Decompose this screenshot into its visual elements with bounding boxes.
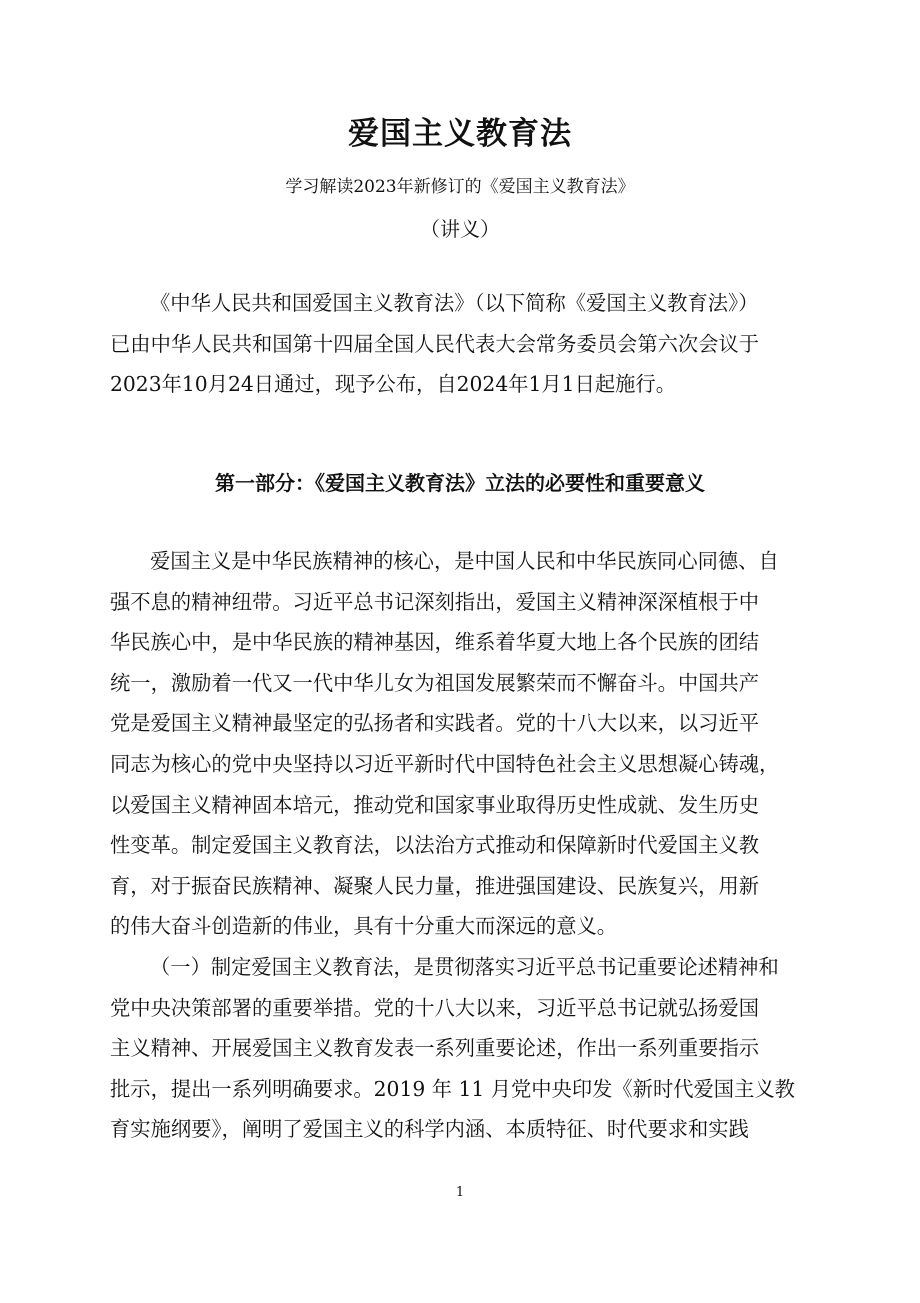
intro-line: 已由中华人民共和国第十四届全国人民代表大会常务委员会第六次会议于 <box>110 331 760 356</box>
body-line: 的伟大奋斗创造新的伟业，具有十分重大而深远的意义。 <box>110 914 618 939</box>
body-line: 爱国主义是中华民族精神的核心，是中国人民和中华民族同心同德、自 <box>150 549 779 573</box>
body-line: 以爱国主义精神固本培元，推动党和国家事业取得历史性成就、发生历史 <box>110 792 760 817</box>
body-line: 党是爱国主义精神最坚定的弘扬者和实践者。党的十八大以来，以习近平 <box>110 711 760 736</box>
document-title: 爱国主义教育法 <box>348 116 572 152</box>
document-note: （讲义） <box>420 217 500 241</box>
body-line: 性变革。制定爱国主义教育法，以法治方式推动和保障新时代爱国主义教 <box>110 833 760 858</box>
body-line: （一）制定爱国主义教育法，是贯彻落实习近平总书记重要论述精神和 <box>150 954 779 979</box>
body-text <box>110 541 811 1150</box>
body-line: 育，对于振奋民族精神、凝聚人民力量，推进强国建设、民族复兴，用新 <box>110 873 760 898</box>
section-heading: 第一部分：《爱国主义教育法》立法的必要性和重要意义 <box>215 471 705 495</box>
body-line: 育实施纲要》，阐明了爱国主义的科学内涵、本质特征、时代要求和实践 <box>110 1117 749 1142</box>
page-number: 1 <box>455 1185 465 1200</box>
body-line: 党中央决策部署的重要举措。党的十八大以来，习近平总书记就弘扬爱国 <box>110 995 760 1020</box>
body-line: 同志为核心的党中央坚持以习近平新时代中国特色社会主义思想凝心铸魂， <box>110 751 780 776</box>
body-line: 统一，激励着一代又一代中华儿女为祖国发展繁荣而不懈奋斗。中国共产 <box>110 670 760 695</box>
intro-line: 2023年10月24日通过，现予公布，自2024年1月1日起施行。 <box>110 372 676 397</box>
body-line: 强不息的精神纽带。习近平总书记深刻指出，爱国主义精神深深植根于中 <box>110 589 760 614</box>
intro-line: 《中华人民共和国爱国主义教育法》（以下简称《爱国主义教育法》） <box>150 291 759 315</box>
body-line: 主义精神、开展爱国主义教育发表一系列重要论述，作出一系列重要指示 <box>110 1036 760 1061</box>
intro-paragraph <box>110 283 811 405</box>
document-subtitle: 学习解读2023年新修订的《爱国主义教育法》 <box>285 177 635 197</box>
body-line: 华民族心中，是中华民族的精神基因，维系着华夏大地上各个民族的团结 <box>110 630 760 655</box>
body-line: 批示，提出一系列明确要求。2019 年 11 月党中央印发《新时代爱国主义教 <box>110 1076 795 1101</box>
